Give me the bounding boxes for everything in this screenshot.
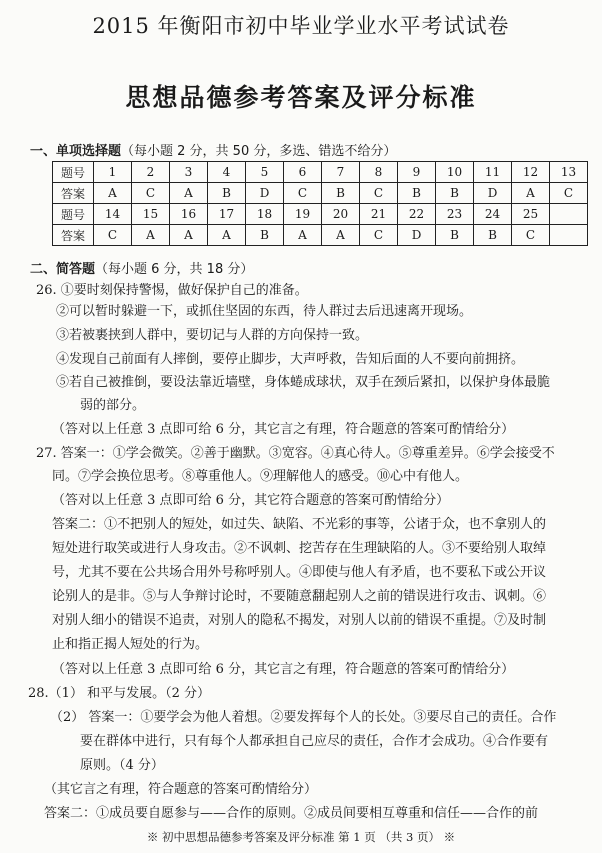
- q26-line-2: ②可以暂时躲避一下，或抓住坚固的东西，待人群过去后迅速离开现场。: [56, 304, 473, 319]
- q26-line-6: 弱的部分。: [80, 398, 146, 413]
- question-number-row: [53, 204, 588, 225]
- row-header-cell: 答案: [53, 183, 94, 204]
- table-cell: B: [208, 183, 246, 204]
- q27-line-2: 同。⑦学会换位思考。⑧尊重他人。⑨理解他人的感受。⑩心中有他人。: [52, 469, 469, 484]
- table-cell: A: [322, 225, 360, 246]
- table-cell: 12: [512, 162, 550, 183]
- table-cell: B: [246, 225, 284, 246]
- table-cell: D: [474, 183, 512, 204]
- table-cell: B: [436, 183, 474, 204]
- table-cell: 15: [132, 204, 170, 225]
- section2-header: [30, 258, 253, 277]
- row-header-cell: 题号: [53, 204, 94, 225]
- table-cell: 8: [360, 162, 398, 183]
- table-cell: 2: [132, 162, 170, 183]
- table-cell: 23: [436, 204, 474, 225]
- q28-scoring-note: （其它言之有理，符合题意的答案可酌情给分）: [44, 782, 318, 797]
- question-number-row: [53, 162, 588, 183]
- answer-table: [52, 161, 588, 246]
- table-cell: B: [398, 183, 436, 204]
- subject-title: 思想品德参考答案及评分标准: [125, 83, 477, 112]
- table-cell: 10: [436, 162, 474, 183]
- table-cell: 24: [474, 204, 512, 225]
- table-cell: 11: [474, 162, 512, 183]
- table-cell: C: [284, 183, 322, 204]
- table-cell: 4: [208, 162, 246, 183]
- section1-header: [30, 140, 396, 159]
- exam-title: 2015 年衡阳市初中毕业学业水平考试试卷: [92, 14, 510, 38]
- q27-answer2-line-2: 短处进行取笑或进行人身攻击。②不讽刺、挖苦存在生理缺陷的人。③不要给别人取绰: [52, 541, 547, 556]
- section1-note: （每小题 2 分，共 50 分，多选、错选不给分）: [121, 144, 397, 159]
- q26-scoring-note: （答对以上任意 3 点即可给 6 分，其它言之有理，符合题意的答案可酌情给分）: [52, 422, 515, 437]
- table-cell: A: [170, 225, 208, 246]
- q27-line-1: 27. 答案一：①学会微笑。②善于幽默。③宽容。④真心待人。⑤尊重差异。⑥学会接受不: [36, 446, 555, 461]
- table-cell: A: [512, 183, 550, 204]
- table-cell: B: [436, 225, 474, 246]
- table-cell: A: [284, 225, 322, 246]
- table-cell: 14: [94, 204, 132, 225]
- table-cell: C: [550, 183, 588, 204]
- table-cell: B: [322, 183, 360, 204]
- table-cell: [550, 225, 588, 246]
- table-cell: 16: [170, 204, 208, 225]
- table-cell: A: [170, 183, 208, 204]
- table-cell: [550, 204, 588, 225]
- table-cell: 13: [550, 162, 588, 183]
- table-cell: 22: [398, 204, 436, 225]
- q26-line-4: ④发现自己前面有人摔倒，要停止脚步，大声呼救，告知后面的人不要向前拥挤。: [56, 352, 525, 367]
- row-header-cell: 题号: [53, 162, 94, 183]
- q27-answer2-line-1: 答案二：①不把别人的短处，如过失、缺陷、不光彩的事等，公诸于众，也不拿别人的: [52, 517, 547, 532]
- table-cell: A: [208, 225, 246, 246]
- q27-answer2-line-5: 对别人细小的错误不追责，对别人的隐私不揭发，对别人以前的错误不重提。⑦及时制: [52, 613, 547, 628]
- q26-line-5: ⑤若自己被推倒，要设法靠近墙壁，身体蜷成球状，双手在颈后紧扣，以保护身体最脆: [56, 375, 551, 390]
- table-cell: 6: [284, 162, 322, 183]
- table-cell: 5: [246, 162, 284, 183]
- q28-part2-line-1: （2） 答案一：①要学会为他人着想。②要发挥每个人的长处。③要尽自己的责任。合作: [50, 710, 557, 725]
- row-header-cell: 答案: [53, 225, 94, 246]
- table-cell: D: [246, 183, 284, 204]
- table-cell: 1: [94, 162, 132, 183]
- q26-line-3: ③若被裹挟到人群中，要切记与人群的方向保持一致。: [56, 328, 369, 343]
- section2-note: （每小题 6 分，共 18 分）: [95, 262, 254, 277]
- table-cell: C: [132, 183, 170, 204]
- table-cell: C: [512, 225, 550, 246]
- table-cell: A: [94, 183, 132, 204]
- q28-part2-line-2: 要在群体中进行，只有每个人都承担自己应尽的责任，合作才会成功。④合作要有: [80, 734, 549, 749]
- table-cell: 25: [512, 204, 550, 225]
- q27-scoring-note-1: （答对以上任意 3 点即可给 6 分，其它符合题意的答案可酌情给分）: [52, 493, 450, 508]
- table-cell: 7: [322, 162, 360, 183]
- table-cell: 3: [170, 162, 208, 183]
- answer-row: [53, 225, 588, 246]
- q27-scoring-note-2: （答对以上任意 3 点即可给 6 分，其它言之有理，符合题意的答案可酌情给分）: [52, 662, 515, 677]
- page-footer: ※ 初中思想品德参考答案及评分标准 第 1 页 （共 3 页） ※: [146, 830, 456, 844]
- q28-part1: 28.（1） 和平与发展。（2 分）: [28, 686, 210, 701]
- answer-row: [53, 183, 588, 204]
- table-cell: 18: [246, 204, 284, 225]
- table-cell: A: [132, 225, 170, 246]
- table-cell: B: [474, 225, 512, 246]
- q26-line-1: 26. ①要时刻保持警惕，做好保护自己的准备。: [36, 283, 308, 298]
- table-cell: 21: [360, 204, 398, 225]
- q28-part2-line-3: 原则。（4 分）: [80, 758, 164, 773]
- q27-answer2-line-4: 论别人的是非。⑤与人争辩讨论时，不要随意翻起别人之前的错误进行攻击、讽刺。⑥: [52, 589, 547, 604]
- q27-answer2-line-6: 止和指正揭人短处的行为。: [52, 637, 209, 652]
- table-cell: 9: [398, 162, 436, 183]
- q27-answer2-line-3: 号，尤其不要在公共场合用外号称呼别人。④即使与他人有矛盾，也不要私下或公开议: [52, 565, 547, 580]
- table-cell: C: [360, 183, 398, 204]
- q28-answer2-line-1: 答案二：①成员要自愿参与——合作的原则。②成员间要相互尊重和信任——合作的前: [44, 806, 539, 821]
- table-cell: 20: [322, 204, 360, 225]
- table-cell: D: [398, 225, 436, 246]
- table-cell: C: [94, 225, 132, 246]
- section1-title: 一、单项选择题: [30, 144, 122, 159]
- section2-title: 二、简答题: [30, 262, 96, 277]
- table-cell: C: [360, 225, 398, 246]
- table-cell: 17: [208, 204, 246, 225]
- table-cell: 19: [284, 204, 322, 225]
